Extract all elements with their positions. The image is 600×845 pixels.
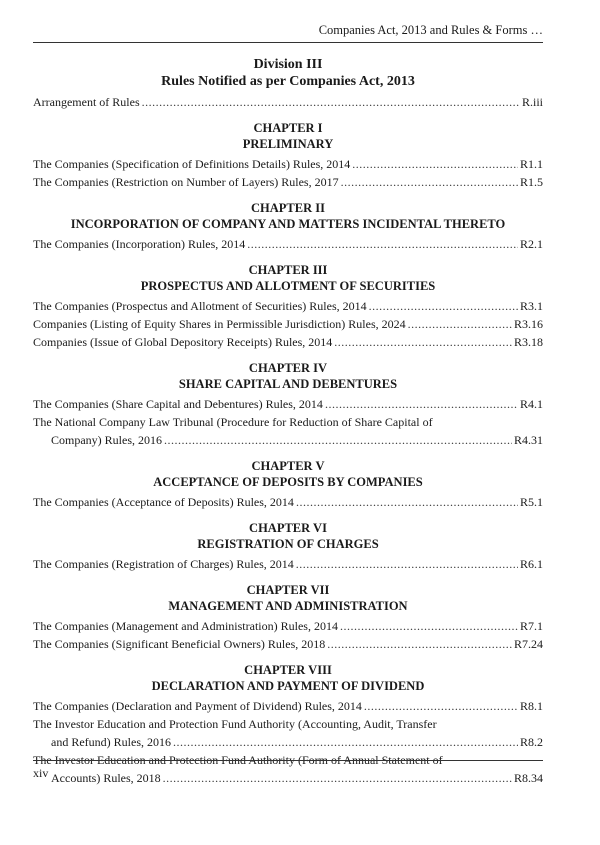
dot-leader [408,315,512,333]
toc-entry-text: The Companies (Significant Beneficial Owners) Rules, 2018 [33,637,326,651]
dot-leader [369,297,518,315]
page-number: xiv [33,766,49,780]
toc-entry-text: Companies (Issue of Global Depository Receipts) Rules, 2014 [33,335,333,349]
toc-entry-page: R7.1 [519,619,543,633]
chapter-6 [33,520,543,573]
dot-leader [247,235,518,253]
toc-entry-page: R7.24 [513,637,543,651]
toc-entry-text: The Investor Education and Protection Fund Authority (Accounting, Audit, Transfer [33,717,437,731]
dot-leader [142,93,520,111]
toc-entry-page: R8.1 [519,699,543,713]
chapter-5 [33,458,543,511]
chapter-7 [33,582,543,653]
chapter-heading: CHAPTER I [253,121,323,135]
toc-entry[interactable] [33,635,543,653]
toc-entry[interactable] [33,155,543,173]
toc-entry-text: The Companies (Registration of Charges) Rules, 2014 [33,557,294,571]
chapter-heading: CHAPTER IV [248,361,328,375]
toc-entry[interactable] [33,493,543,511]
chapter-title: ACCEPTANCE OF DEPOSITS BY COMPANIES [153,475,423,489]
toc-entry[interactable] [33,697,543,715]
chapter-heading: CHAPTER VI [249,521,327,535]
toc-entry[interactable] [33,173,543,191]
chapter-title: PRELIMINARY [242,137,334,151]
chapter-1 [33,120,543,191]
dot-leader [325,395,518,413]
dot-leader [341,173,518,191]
chapter-title: DECLARATION AND PAYMENT OF DIVIDEND [151,679,425,693]
chapter-heading: CHAPTER III [248,263,328,277]
toc-entry[interactable] [33,395,543,413]
toc-entry-text: The Companies (Declaration and Payment of Dividend) Rules, 2014 [33,699,362,713]
toc-entry-multiline[interactable] [33,751,543,787]
toc-entry-page: R1.1 [519,157,543,171]
toc-entry-page: R8.34 [513,771,543,785]
toc-entry-page: R6.1 [519,557,543,571]
dot-leader [173,733,518,751]
toc-entry-text-cont: Accounts) Rules, 2018 [51,771,161,785]
dot-leader [296,493,518,511]
toc-entry-page: R3.1 [519,299,543,313]
toc-entry-text: The Companies (Prospectus and Allotment of Securities) Rules, 2014 [33,299,367,313]
toc-entry[interactable] [33,235,543,253]
toc-entry-multiline[interactable] [33,413,543,449]
toc-entry-page: R8.2 [519,735,543,749]
toc-entry-text: The Companies (Management and Administration) Rules, 2014 [33,619,338,633]
dot-leader [340,617,518,635]
dot-leader [364,697,518,715]
toc-entry-page: R4.1 [519,397,543,411]
toc-entry[interactable] [33,333,543,351]
chapter-2 [33,200,543,253]
division-title: Division III [253,57,323,72]
chapter-title: PROSPECTUS AND ALLOTMENT OF SECURITIES [140,279,436,293]
running-header: Companies Act, 2013 and Rules & Forms … [318,23,543,37]
toc-entry-text: The Companies (Restriction on Number of Layers) Rules, 2017 [33,175,339,189]
toc-entry-page: R1.5 [519,175,543,189]
footer-divider [33,760,543,761]
toc-entry-text-cont: and Refund) Rules, 2016 [51,735,171,749]
toc-entry-text: The Companies (Specification of Definitions Details) Rules, 2014 [33,157,351,171]
dot-leader [352,155,518,173]
toc-entry-text: Arrangement of Rules [33,95,140,109]
chapter-heading: CHAPTER II [251,201,325,215]
chapter-title: MANAGEMENT AND ADMINISTRATION [168,599,408,613]
toc-entry[interactable] [33,315,543,333]
toc-entry[interactable] [33,617,543,635]
chapter-heading: CHAPTER VII [246,583,330,597]
toc-entry[interactable] [33,297,543,315]
division-subtitle: Rules Notified as per Companies Act, 2013 [161,74,415,89]
dot-leader [334,333,512,351]
toc-entry-multiline[interactable] [33,715,543,751]
chapter-3 [33,262,543,351]
toc-entry-text: The Companies (Incorporation) Rules, 2014 [33,237,246,251]
toc-entry-page: R4.31 [513,433,543,447]
header-divider [33,42,543,43]
chapter-title: INCORPORATION OF COMPANY AND MATTERS INCIDENTAL THERETO [70,217,506,231]
chapter-4 [33,360,543,449]
toc-entry-text: The Companies (Share Capital and Debentures) Rules, 2014 [33,397,323,411]
toc-entry-page: R3.18 [513,335,543,349]
chapter-heading: CHAPTER V [251,459,325,473]
dot-leader [296,555,518,573]
toc-entry-text: Companies (Listing of Equity Shares in Permissible Jurisdiction) Rules, 2024 [33,317,406,331]
toc-entry-arrangement[interactable] [33,93,543,111]
chapter-title: SHARE CAPITAL AND DEBENTURES [178,377,398,391]
dot-leader [163,769,512,787]
toc-entry-text-cont: Company) Rules, 2016 [51,433,162,447]
chapter-8 [33,662,543,787]
toc-entry-text: The Investor Education and Protection Fund Authority (Form of Annual Statement of [33,753,443,767]
toc-entry-page: R.iii [521,95,543,109]
toc-entry[interactable] [33,555,543,573]
table-of-contents [33,56,543,787]
chapter-title: REGISTRATION OF CHARGES [197,537,379,551]
toc-entry-text: The Companies (Acceptance of Deposits) Rules, 2014 [33,495,294,509]
toc-entry-page: R2.1 [519,237,543,251]
dot-leader [164,431,512,449]
toc-entry-text: The National Company Law Tribunal (Procedure for Reduction of Share Capital of [33,415,433,429]
dot-leader [327,635,512,653]
chapter-heading: CHAPTER VIII [244,663,332,677]
toc-entry-page: R5.1 [519,495,543,509]
toc-entry-page: R3.16 [513,317,543,331]
